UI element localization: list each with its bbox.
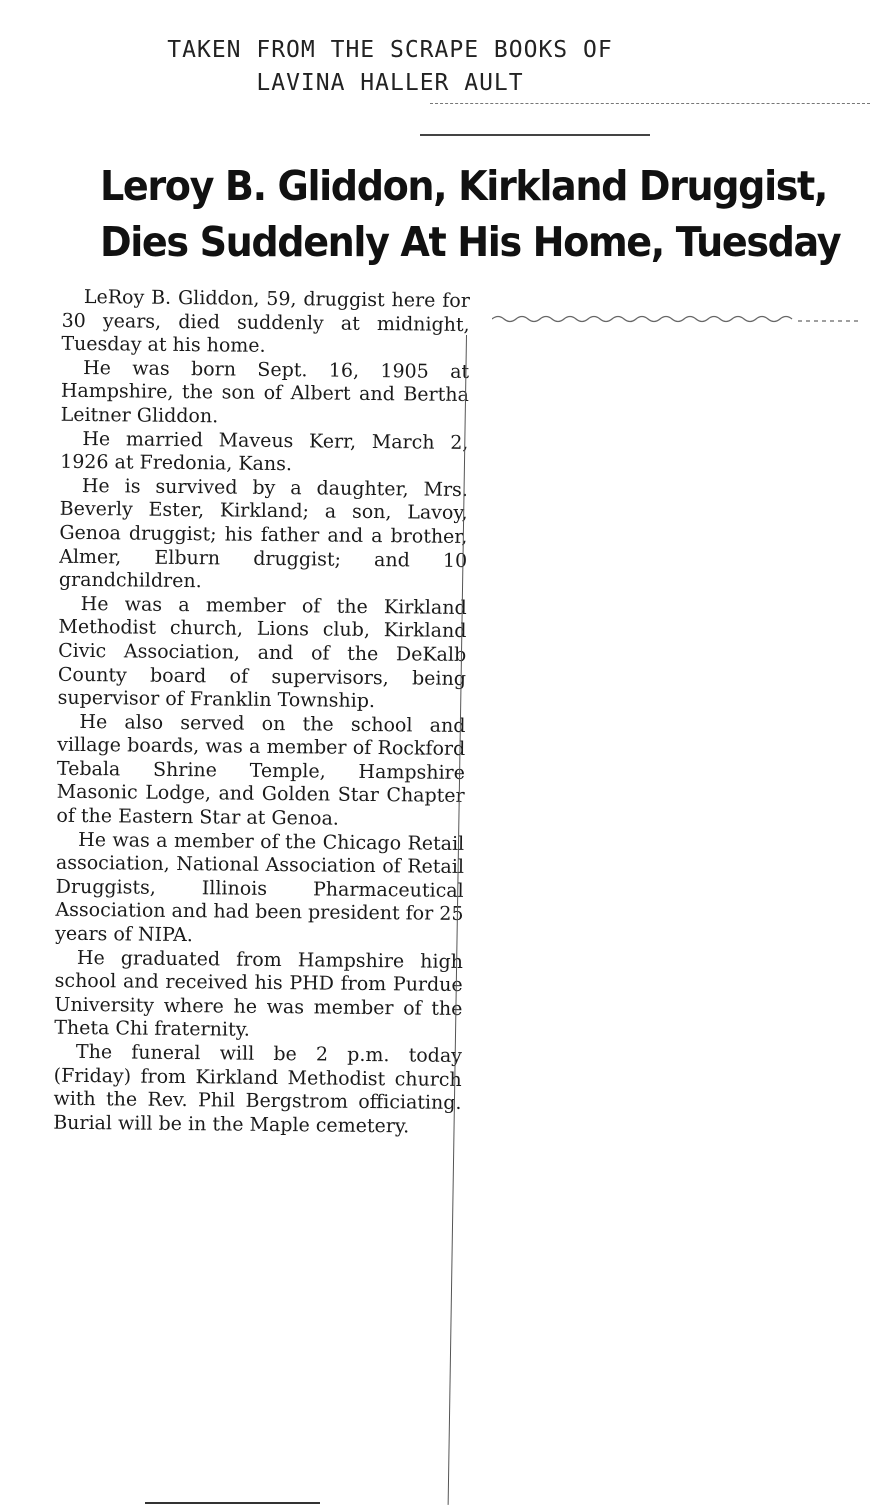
scrapbook-caption [0, 34, 780, 100]
scrapbook-caption-line-2: LAVINA HALLER AULT [256, 70, 524, 96]
headline-line-1: Leroy B. Gliddon, Kirkland Druggist, [100, 162, 827, 210]
paragraph-survivors: He is survived by a daughter, Mrs. Beverly Ester, Kirkland; a son, Lavoy, Genoa druggist; his father and a brother, Almer, Elburn druggist; and 10 grandchildren. [58, 474, 469, 593]
dashed-divider [430, 103, 870, 104]
paragraph-funeral: The funeral will be 2 p.m. today (Friday) from Kirkland Methodist church with the Rev. Phil Bergstrom officiating. Burial will be in the Maple cemetery. [53, 1040, 463, 1138]
bottom-rule [145, 1502, 320, 1504]
paragraph-birth: He was born Sept. 16, 1905 at Hampshire, the son of Albert and Bertha Leitner Gliddon. [60, 356, 470, 428]
paragraph-death: LeRoy B. Gliddon, 59, druggist here for 30 years, died suddenly at midnight, Tuesday at his home. [61, 285, 471, 358]
paragraph-service: He also served on the school and village boards, was a member of Rockford Tebala Shrine Temple, Hampshire Masonic Lodge, and Golden Star Chapter of the Eastern Star at Genoa. [56, 710, 466, 830]
paragraph-marriage: He married Maveus Kerr, March 2, 1926 at Fredonia, Kans. [60, 427, 469, 476]
paragraph-memberships: He was a member of the Kirkland Methodist church, Lions club, Kirkland Civic Association, and of the DeKalb County board of supervisors, being supervisor of Franklin Township. [57, 592, 467, 713]
wavy-divider [492, 312, 862, 326]
headline-line-2: Dies Suddenly At His Home, Tuesday [100, 218, 841, 266]
article-headline [100, 158, 841, 270]
top-rule [420, 134, 650, 136]
scrapbook-caption-line-1: TAKEN FROM THE SCRAPE BOOKS OF [167, 37, 613, 63]
article-body [53, 286, 470, 1140]
paragraph-associations: He was a member of the Chicago Retail association, National Association of Retail Druggists, Illinois Pharmaceutical Association and had been president for 25 years of NIPA. [55, 828, 465, 947]
paragraph-education: He graduated from Hampshire high school and received his PHD from Purdue University where he was member of the Theta Chi fraternity. [54, 946, 464, 1042]
